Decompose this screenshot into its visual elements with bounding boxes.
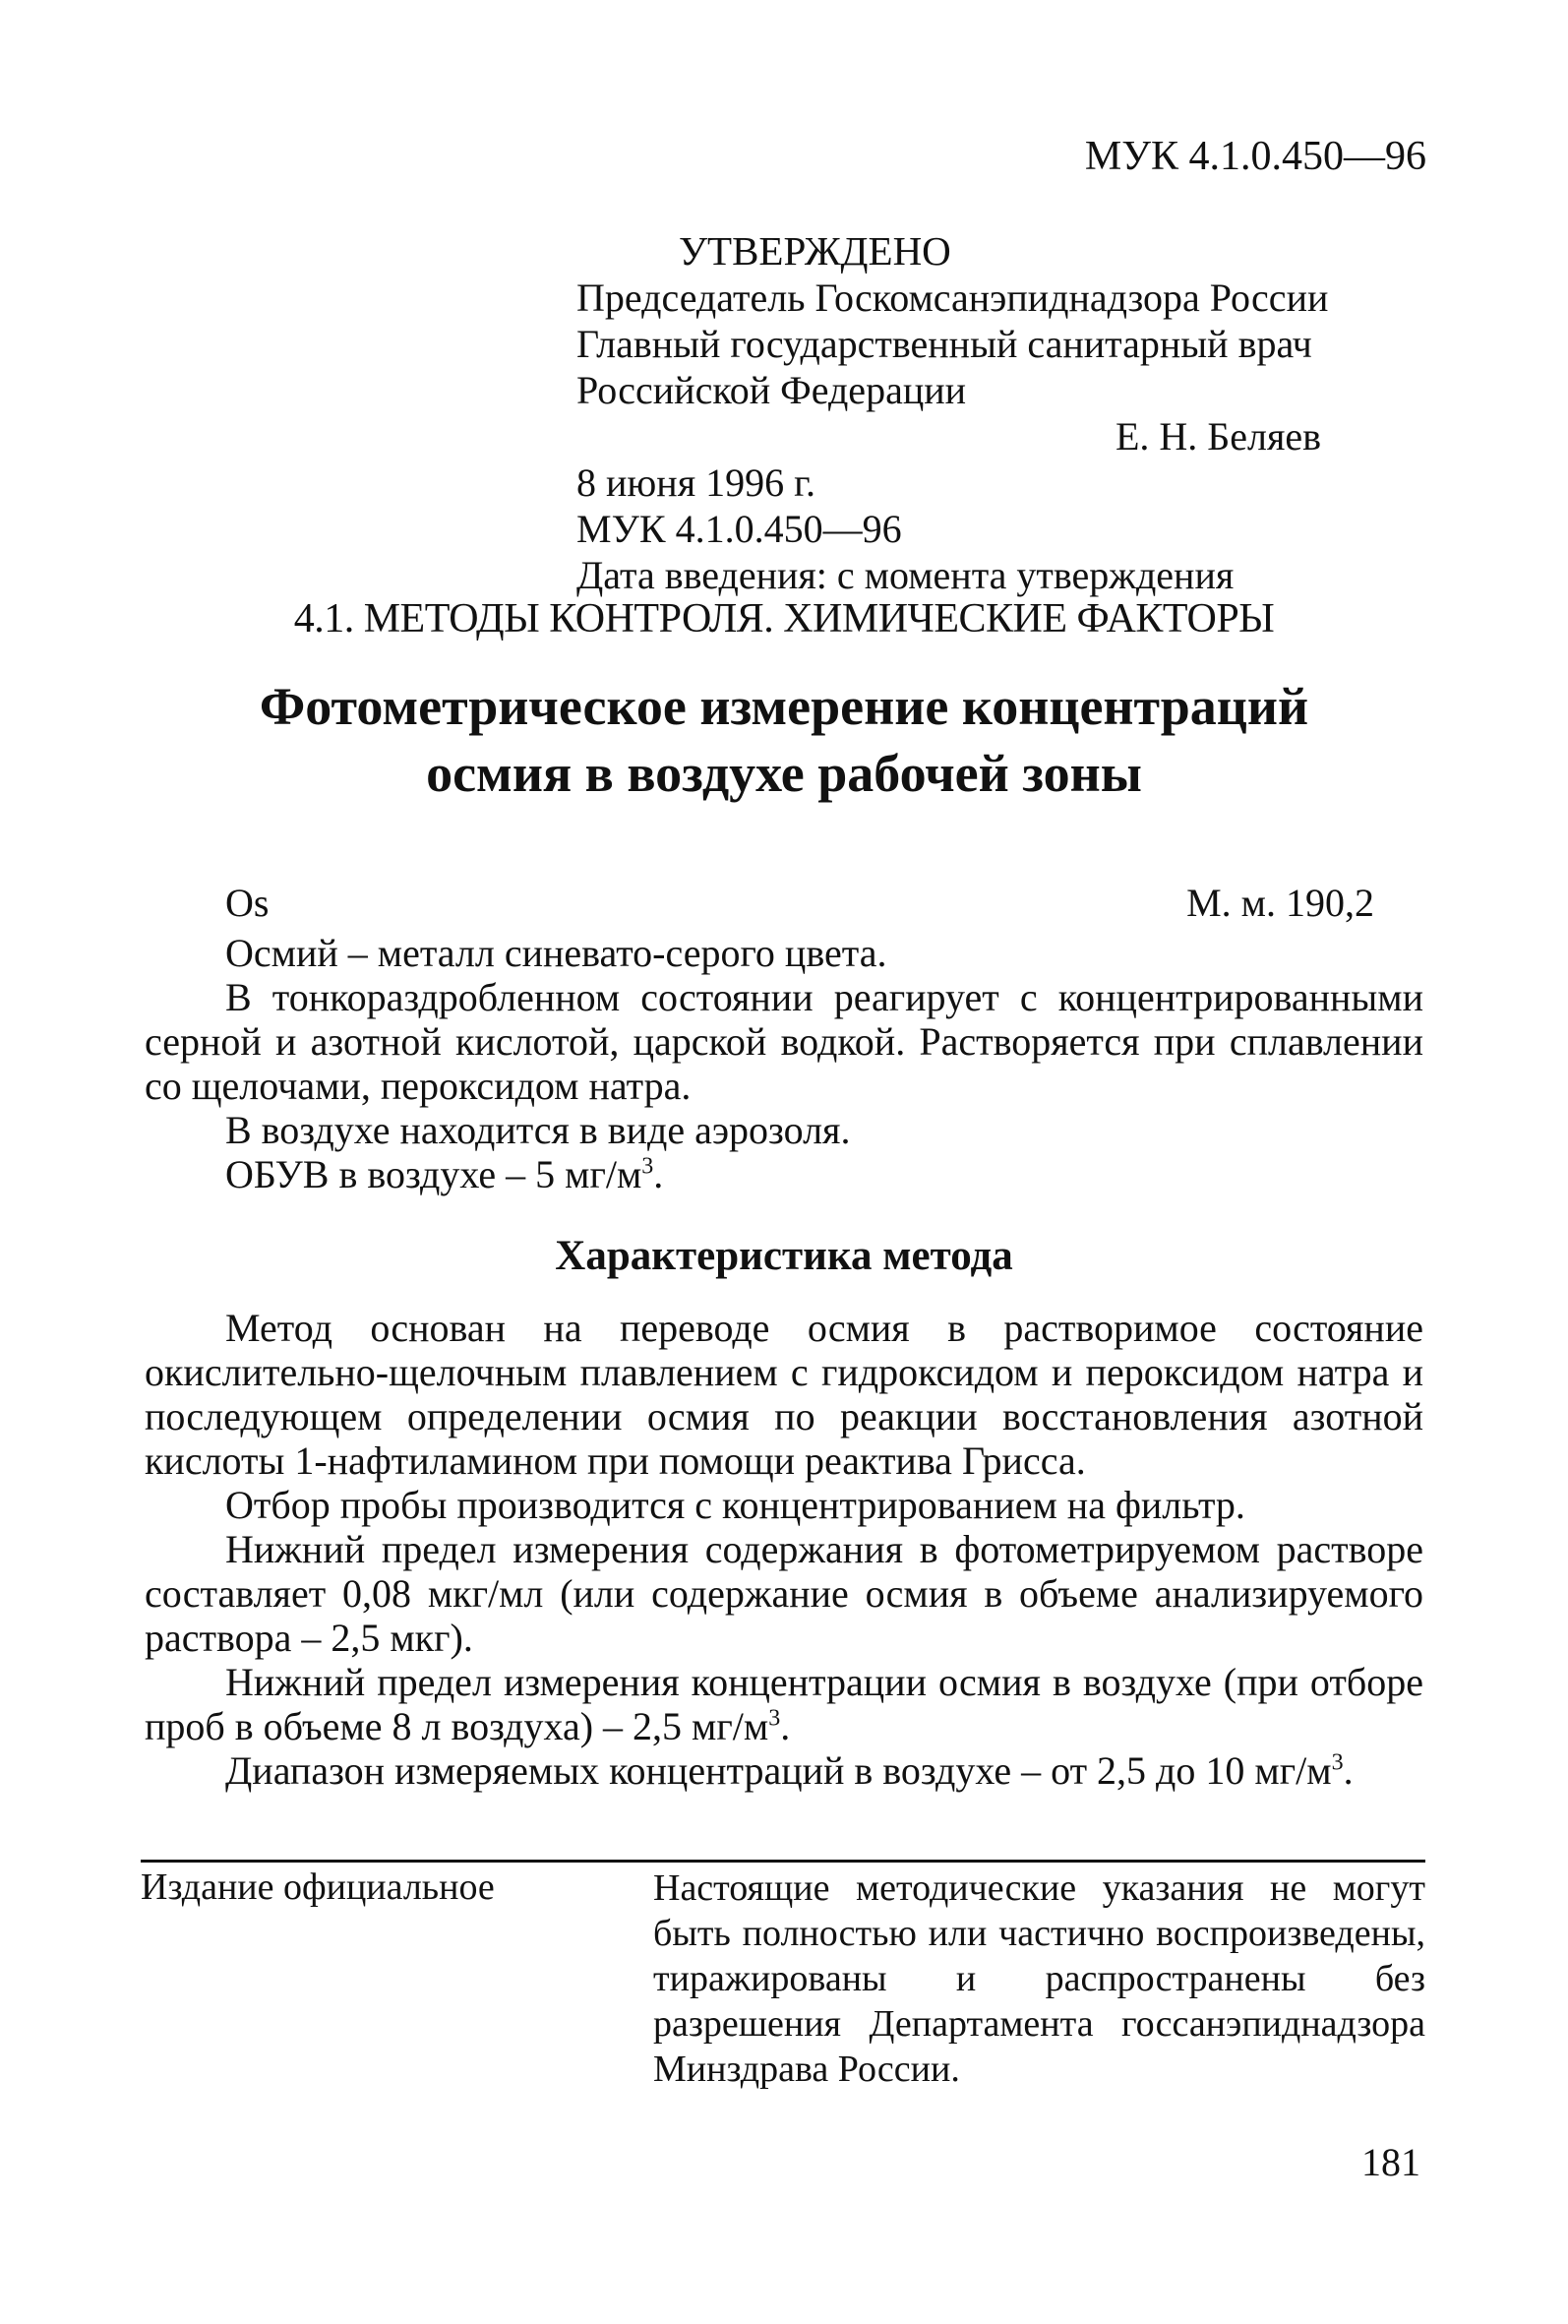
document-title-line-2: осмия в воздухе рабочей зоны: [426, 744, 1142, 803]
limit-paragraph: [145, 1660, 1423, 1748]
method-heading: Характеристика метода: [555, 1233, 1013, 1279]
document-title: [0, 673, 1568, 807]
intro-paragraph: Осмий – металл синевато-серого цвета.: [225, 931, 887, 975]
range-paragraph: [145, 1748, 1423, 1793]
section-heading: 4.1. МЕТОДЫ КОНТРОЛЯ. ХИМИЧЕСКИЕ ФАКТОРЫ: [293, 596, 1275, 642]
range-superscript: 3: [1331, 1749, 1344, 1776]
limit-text: Нижний предел измерения концентрации осмия в воздухе (при отборе проб в объеме 8 л воздуха) – 2,5 мг/м: [145, 1660, 1423, 1748]
intro-paragraph: В воздухе находится в виде аэрозоля.: [225, 1108, 851, 1152]
range-text: Диапазон измеряемых концентраций в воздухе – от 2,5 до 10 мг/м: [225, 1748, 1332, 1793]
obuv-paragraph: [145, 1152, 1423, 1196]
approval-date: 8 июня 1996 г.: [576, 460, 815, 505]
limit-end: .: [780, 1704, 791, 1748]
document-title-line-1: Фотометрическое измерение концентраций: [259, 677, 1309, 736]
method-paragraph: Отбор пробы производится с концентрированием на фильтр.: [225, 1483, 1245, 1527]
obuv-superscript: 3: [641, 1153, 654, 1180]
method-paragraph: Нижний предел измерения содержания в фотометрируемом растворе составляет 0,08 мкг/мл (или содержание осмия в объеме анализируемого раствора – 2,5 мкг).: [145, 1527, 1423, 1660]
approval-line-chairman: Председатель Госкомсанэпиднадзора России: [576, 275, 1329, 320]
range-end: .: [1343, 1748, 1354, 1793]
obuv-text: ОБУВ в воздухе – 5 мг/м: [225, 1152, 642, 1196]
approval-signer: Е. Н. Беляев: [1115, 414, 1321, 459]
page-number: 181: [1361, 2140, 1420, 2184]
molar-mass: М. м. 190,2: [1186, 881, 1374, 925]
approval-line-doctor: Главный государственный санитарный врач: [576, 322, 1312, 366]
approval-title: УТВЕРЖДЕНО: [679, 228, 951, 274]
footer-divider: [141, 1860, 1425, 1863]
limit-superscript: 3: [768, 1705, 781, 1732]
intro-block: [145, 931, 1423, 1196]
approval-line-federation: Российской Федерации: [576, 368, 967, 412]
method-paragraph: Метод основан на переводе осмия в растворимое состояние окислительно-щелочным плавлением с гидроксидом и пероксидом натра и последующем определении осмия по реакции восстановления азотной кислоты 1-нафтиламином при помощи реактива Грисса.: [145, 1306, 1423, 1483]
approval-block: [576, 228, 1334, 598]
document-code-header: МУК 4.1.0.450—96: [1084, 134, 1426, 179]
intro-paragraph: В тонкораздробленном состоянии реагирует с концентрированными серной и азотной кислотой, царской водкой. Растворяется при сплавлении со щелочами, пероксидом натра.: [145, 975, 1423, 1108]
chemical-formula: Os: [225, 881, 270, 925]
method-block: [145, 1306, 1423, 1793]
obuv-end: .: [653, 1152, 664, 1196]
official-edition-label: Издание официальное: [141, 1866, 495, 1908]
approval-code: МУК 4.1.0.450—96: [576, 507, 902, 551]
approval-intro-date: Дата введения: с момента утверждения: [576, 553, 1235, 597]
copyright-notice: Настоящие методические указания не могут быть полностью или частично воспроизведены, тиражированы и распространены без разрешения Департамента госсанэпиднадзора Минздрава России.: [653, 1867, 1425, 2090]
